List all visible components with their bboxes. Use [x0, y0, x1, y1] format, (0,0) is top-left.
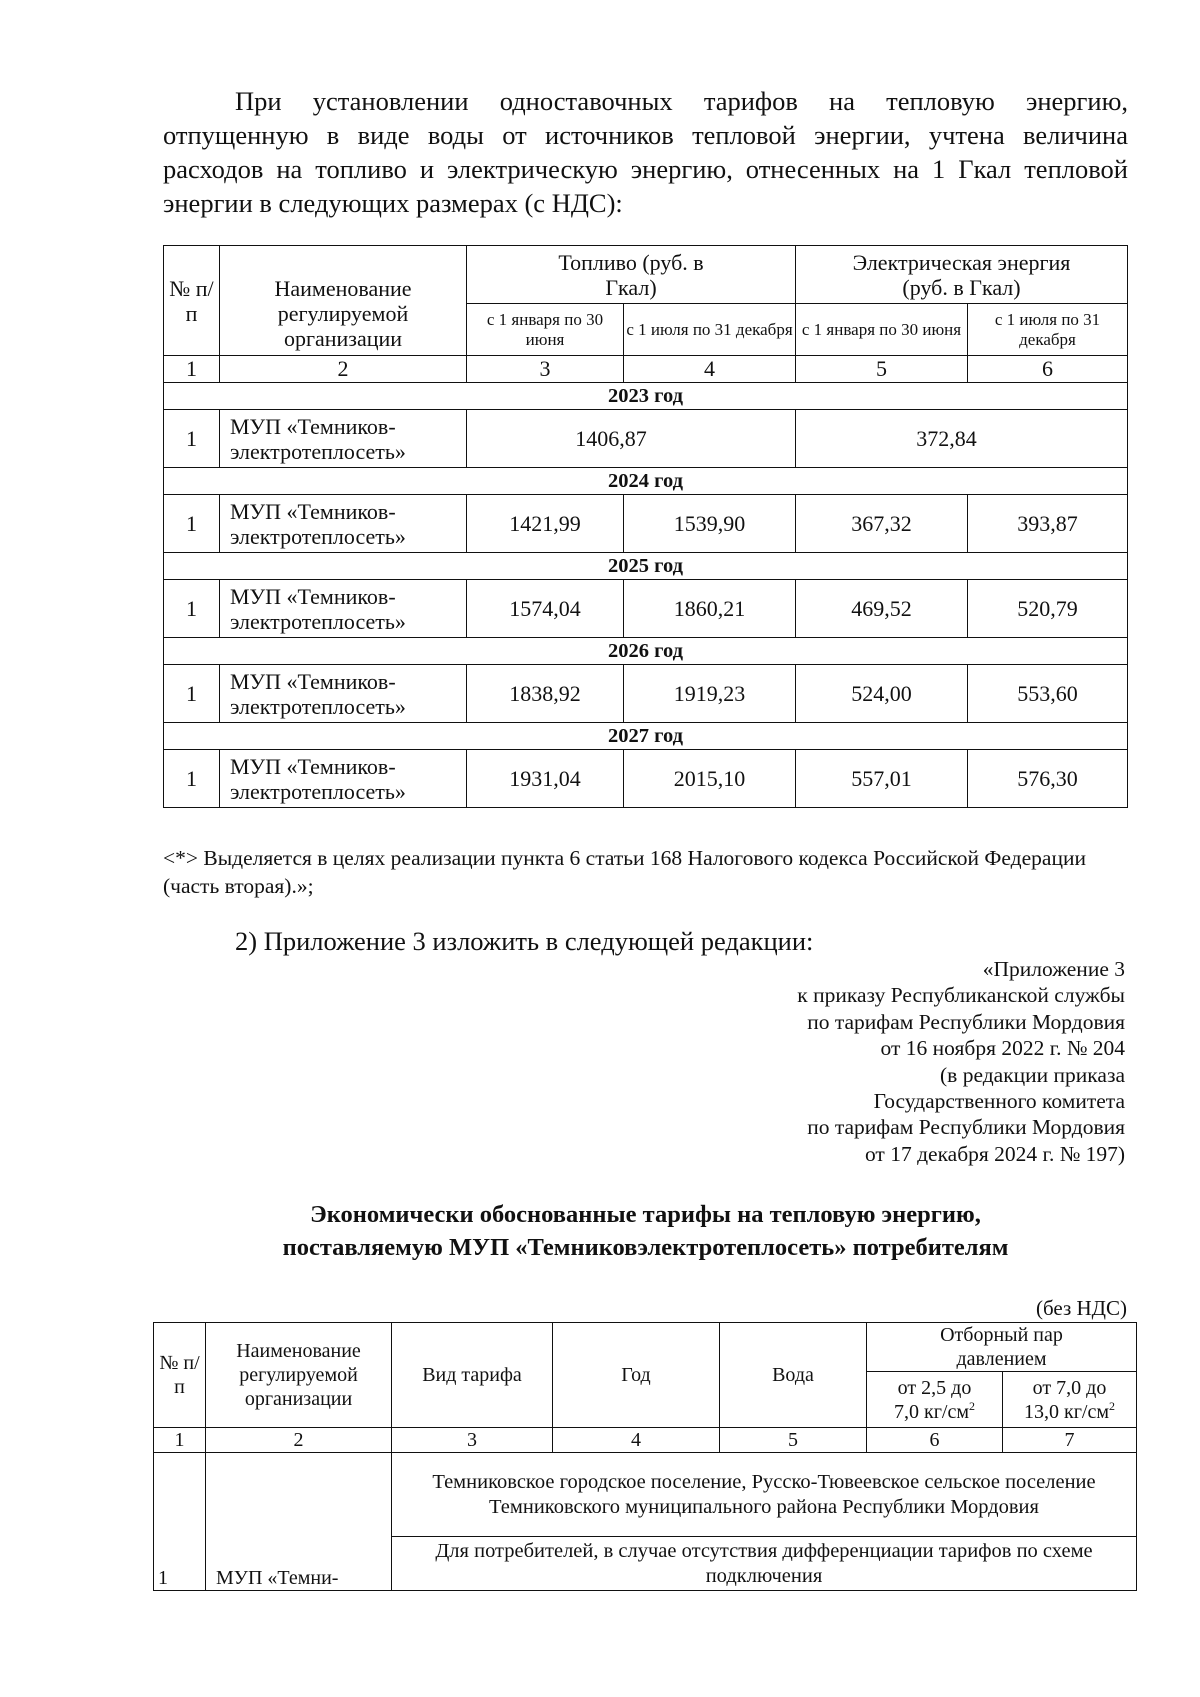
- t1-header-electric: Электрическая энергия (руб. в Гкал): [796, 246, 1128, 304]
- t2-col-num: 3: [392, 1428, 553, 1453]
- item-2-text: 2) Приложение 3 изложить в следующей редакции:: [235, 926, 814, 956]
- intro-paragraph: [163, 84, 1128, 220]
- row-number: 1: [164, 750, 220, 808]
- electric-cost-h1: 557,01: [796, 750, 968, 808]
- appendix-line: по тарифам Республики Мордовия: [807, 1009, 1125, 1034]
- t1-col-num: 1: [164, 356, 220, 383]
- t2-header-steam-low: [867, 1372, 1003, 1428]
- unit-text: 13,0 кг/см: [1023, 1400, 1109, 1423]
- unit-superscript: 2: [1109, 1398, 1115, 1413]
- table-row: [164, 495, 1128, 553]
- row-number: 1: [164, 410, 220, 468]
- t1-year-row: 2027 год: [164, 723, 1128, 750]
- t2-col-num: 4: [553, 1428, 720, 1453]
- t1-col-num: 6: [968, 356, 1128, 383]
- steam-high-range-to: [1003, 1400, 1136, 1424]
- appendix-line: (в редакции приказа: [940, 1062, 1125, 1087]
- title-line-1: Экономически обоснованные тарифы на тепловую энергию,: [310, 1201, 981, 1228]
- t2-col-num: 6: [867, 1428, 1003, 1453]
- electric-cost-year: 372,84: [796, 410, 1128, 468]
- fuel-cost-h2: 1860,21: [624, 580, 796, 638]
- appendix-line: «Приложение 3: [982, 957, 1125, 981]
- t1-header-fuel: Топливо (руб. в Гкал): [467, 246, 796, 304]
- consumer-note-row: Для потребителей, в случае отсутствия дифференциации тарифов по схеме подключения: [392, 1537, 1137, 1591]
- electric-cost-h2: 393,87: [968, 495, 1128, 553]
- fuel-cost-h2: 2015,10: [624, 750, 796, 808]
- t2-header-water: Вода: [720, 1323, 867, 1428]
- tariffs-table: [153, 1322, 1137, 1591]
- intro-rest: отпущенную в виде воды от источников тепловой энергии, учтена величина расходов на топливо и электрическую энергию, отнесенных на 1 Гкал тепловой энергии в следующих размерах (с НДС):: [163, 120, 1128, 218]
- electric-cost-h2: 553,60: [968, 665, 1128, 723]
- steam-low-range-from: от 2,5 до: [897, 1376, 972, 1399]
- t1-period-el-h1: с 1 января по 30 июня: [796, 304, 968, 356]
- fuel-cost-year: 1406,87: [467, 410, 796, 468]
- row-number: 1: [164, 495, 220, 553]
- t1-period-el-h2: с 1 июля по 31 декабря: [968, 304, 1128, 356]
- fuel-cost-h2: 1919,23: [624, 665, 796, 723]
- unit-text: 7,0 кг/см: [893, 1400, 969, 1423]
- unit-superscript: 2: [969, 1398, 975, 1413]
- t1-year-row: 2023 год: [164, 383, 1128, 410]
- t1-header-no: № п/п: [164, 246, 220, 356]
- steam-low-range-to: [867, 1400, 1002, 1424]
- steam-high-range-from: от 7,0 до: [1032, 1376, 1107, 1399]
- org-name: МУП «Темников-электротеплосеть»: [220, 495, 467, 553]
- appendix-line: по тарифам Республики Мордовия: [807, 1115, 1125, 1140]
- t2-col-num: 5: [720, 1428, 867, 1453]
- electric-cost-h1: 367,32: [796, 495, 968, 553]
- t2-header-steam: Отборный пар давлением: [867, 1323, 1137, 1372]
- appendix-reference: [625, 956, 1125, 1167]
- t2-header-steam-high: [1003, 1372, 1137, 1428]
- t2-header-year: Год: [553, 1323, 720, 1428]
- t1-year-row: 2026 год: [164, 638, 1128, 665]
- region-row: Темниковское городское поселение, Русско-Тювеевское сельское поселение Темниковского муниципального района Республики Мордовия: [392, 1453, 1137, 1537]
- t2-col-num: 1: [154, 1428, 206, 1453]
- org-name: МУП «Темников-электротеплосеть»: [220, 665, 467, 723]
- org-name: МУП «Темни-: [206, 1453, 392, 1591]
- table-row: [164, 665, 1128, 723]
- org-name: МУП «Темников-электротеплосеть»: [220, 580, 467, 638]
- appendix-line: от 16 ноября 2022 г. № 204: [880, 1036, 1125, 1061]
- row-number: 1: [164, 580, 220, 638]
- title-line-2: поставляемую МУП «Темниковэлектротеплосеть» потребителям: [282, 1234, 1009, 1261]
- org-name: МУП «Темников-электротеплосеть»: [220, 410, 467, 468]
- intro-line-1: При установлении одноставочных тарифов на тепловую энергию,: [235, 86, 1128, 116]
- table-row: [164, 580, 1128, 638]
- t1-col-num: 4: [624, 356, 796, 383]
- footnote: <*> Выделяется в целях реализации пункта 6 статьи 168 Налогового кодекса Российской Федерации (часть вторая).»;: [163, 846, 1086, 898]
- appendix-line: к приказу Республиканской службы: [797, 983, 1125, 1008]
- electric-cost-h2: 520,79: [968, 580, 1128, 638]
- t2-header-tariff: Вид тарифа: [392, 1323, 553, 1428]
- fuel-cost-h1: 1838,92: [467, 665, 624, 723]
- t2-header-no: № п/п: [154, 1323, 206, 1428]
- fuel-electricity-table: [163, 245, 1128, 808]
- unit-note: (без НДС): [1035, 1296, 1127, 1320]
- fuel-cost-h2: 1539,90: [624, 495, 796, 553]
- t1-year-row: 2024 год: [164, 468, 1128, 495]
- electric-cost-h2: 576,30: [968, 750, 1128, 808]
- t1-period-fuel-h1: с 1 января по 30 июня: [467, 304, 624, 356]
- electric-cost-h1: 524,00: [796, 665, 968, 723]
- t2-col-num: 2: [206, 1428, 392, 1453]
- t1-col-num: 2: [220, 356, 467, 383]
- t1-period-fuel-h2: с 1 июля по 31 декабря: [624, 304, 796, 356]
- t1-year-row: 2025 год: [164, 553, 1128, 580]
- fuel-cost-h1: 1931,04: [467, 750, 624, 808]
- fuel-cost-h1: 1421,99: [467, 495, 624, 553]
- row-number: 1: [164, 665, 220, 723]
- t1-col-num: 3: [467, 356, 624, 383]
- section-title: [163, 1198, 1128, 1264]
- t2-header-org: Наименование регулируемой организации: [206, 1323, 392, 1428]
- appendix-line: от 17 декабря 2024 г. № 197): [864, 1141, 1125, 1166]
- t2-col-num: 7: [1003, 1428, 1137, 1453]
- t1-col-num: 5: [796, 356, 968, 383]
- t1-header-org: Наименование регулируемой организации: [220, 246, 467, 356]
- org-name: МУП «Темников-электротеплосеть»: [220, 750, 467, 808]
- electric-cost-h1: 469,52: [796, 580, 968, 638]
- fuel-cost-h1: 1574,04: [467, 580, 624, 638]
- table-row: [164, 750, 1128, 808]
- table-row: [164, 410, 1128, 468]
- appendix-line: Государственного комитета: [873, 1089, 1125, 1114]
- row-number: 1: [154, 1453, 206, 1591]
